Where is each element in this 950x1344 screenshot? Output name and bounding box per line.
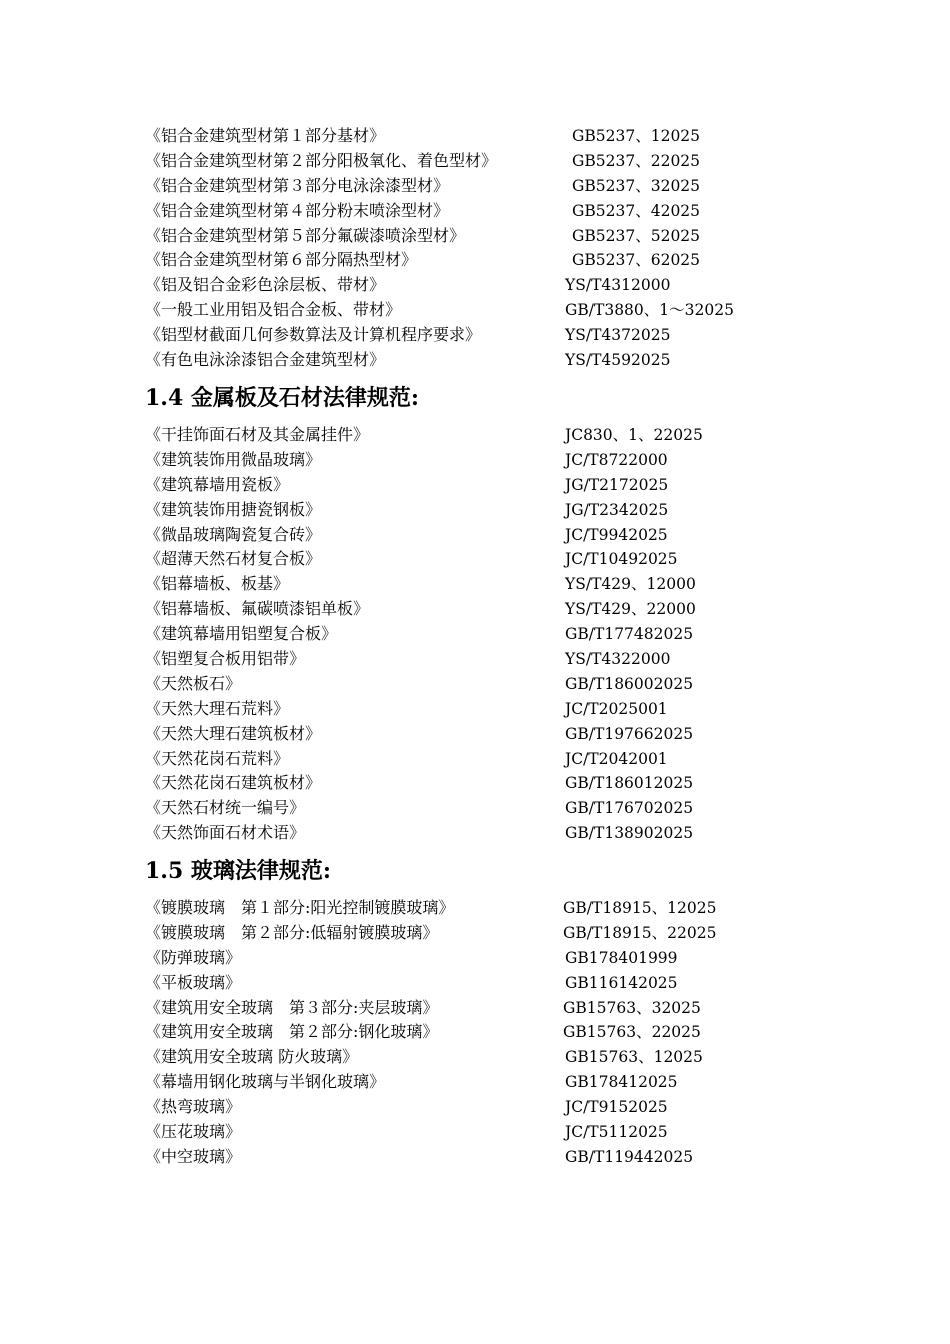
list-item xyxy=(145,1020,845,1045)
list-item xyxy=(145,971,845,996)
list-item xyxy=(145,298,845,323)
list-item xyxy=(145,423,845,448)
standard-title: 《天然板石》 xyxy=(145,673,242,693)
list-item xyxy=(145,473,845,498)
standard-code: YS/T4322000 xyxy=(565,650,671,669)
standard-title: 《干挂饰面石材及其金属挂件》 xyxy=(145,425,370,444)
list-item xyxy=(145,1045,845,1070)
standard-title: 《超薄天然石材复合板》 xyxy=(145,549,322,569)
list-item xyxy=(145,622,845,647)
list-item xyxy=(145,1145,845,1170)
list-item xyxy=(145,921,845,946)
standard-title: 《建筑用安全玻璃 防火玻璃》 xyxy=(145,1047,359,1067)
list-item xyxy=(145,523,845,548)
list-item xyxy=(145,273,845,298)
list-item xyxy=(145,1070,845,1095)
standard-code: GB116142025 xyxy=(565,973,678,992)
standard-title: 《天然石材统一编号》 xyxy=(145,798,306,818)
list-item xyxy=(145,771,845,796)
standard-title: 《铝合金建筑型材第１部分基材》 xyxy=(145,126,386,145)
standard-code: GB/T18915、22025 xyxy=(563,923,717,942)
standard-code: GB/T18915、12025 xyxy=(563,899,717,917)
standards-list-glass xyxy=(145,896,845,1170)
list-item xyxy=(145,821,845,846)
standard-code: GB15763、32025 xyxy=(563,998,701,1017)
standard-code: GB/T186012025 xyxy=(565,774,694,793)
standard-title: 《天然花岗石建筑板材》 xyxy=(145,773,322,793)
standard-title: 《建筑用安全玻璃 第２部分:钢化玻璃》 xyxy=(145,1022,439,1042)
standard-title: 《铝幕墙板、板基》 xyxy=(145,574,290,594)
standard-code: JC/T2042001 xyxy=(565,749,668,768)
list-item xyxy=(145,323,845,348)
standard-code: JG/T2172025 xyxy=(565,475,669,494)
standard-code: JC/T9942025 xyxy=(565,525,668,544)
standard-title: 《建筑幕墙用铝塑复合板》 xyxy=(145,624,338,644)
standard-title: 《微晶玻璃陶瓷复合砖》 xyxy=(145,524,322,544)
standard-code: JG/T2342025 xyxy=(565,500,669,519)
standard-code: YS/T429、22000 xyxy=(565,600,696,619)
list-item xyxy=(145,796,845,821)
standard-code: GB15763、12025 xyxy=(565,1048,703,1067)
list-item xyxy=(145,1120,845,1145)
standard-title: 《建筑装饰用微晶玻璃》 xyxy=(145,449,322,469)
standard-code: GB5237、32025 xyxy=(572,176,701,195)
standard-title: 《压花玻璃》 xyxy=(145,1122,242,1142)
standard-title: 《铝及铝合金彩色涂层板、带材》 xyxy=(145,275,386,295)
standard-code: GB178412025 xyxy=(565,1073,678,1092)
list-item xyxy=(145,448,845,473)
standard-title: 《铝合金建筑型材第３部分电泳涂漆型材》 xyxy=(145,175,450,195)
standard-code: GB5237、22025 xyxy=(572,151,701,170)
standard-title: 《天然大理石建筑板材》 xyxy=(145,723,322,743)
standard-code: JC/T8722000 xyxy=(565,450,668,469)
standard-code: JC830、1、22025 xyxy=(565,426,703,444)
list-item xyxy=(145,747,845,772)
standard-code: JC/T9152025 xyxy=(565,1098,668,1117)
standard-title: 《建筑幕墙用瓷板》 xyxy=(145,474,290,494)
list-item xyxy=(145,946,845,971)
standard-code: GB/T197662025 xyxy=(565,724,694,743)
standard-title: 《铝型材截面几何参数算法及计算机程序要求》 xyxy=(145,325,482,345)
standard-title: 《镀膜玻璃 第２部分:低辐射镀膜玻璃》 xyxy=(145,922,439,942)
standard-code: GB5237、12025 xyxy=(572,127,701,145)
list-item xyxy=(145,597,845,622)
list-item xyxy=(145,896,845,921)
standard-code: GB/T3880、1～32025 xyxy=(565,301,734,320)
standards-list-metal-stone xyxy=(145,423,845,846)
standard-code: GB5237、42025 xyxy=(572,201,701,220)
standards-list-aluminum xyxy=(145,124,845,373)
standard-code: GB5237、52025 xyxy=(572,226,701,245)
list-item xyxy=(145,174,845,199)
list-item xyxy=(145,199,845,224)
standard-title: 《有色电泳涂漆铝合金建筑型材》 xyxy=(145,350,386,370)
list-item xyxy=(145,1095,845,1120)
standard-title: 《铝塑复合板用铝带》 xyxy=(145,649,306,669)
standard-code: GB/T138902025 xyxy=(565,824,694,843)
list-item xyxy=(145,224,845,249)
standard-code: YS/T429、12000 xyxy=(565,575,696,594)
standard-code: YS/T4372025 xyxy=(565,326,671,345)
standard-title: 《镀膜玻璃 第１部分:阳光控制镀膜玻璃》 xyxy=(145,898,455,917)
list-item xyxy=(145,647,845,672)
standard-title: 《防弹玻璃》 xyxy=(145,947,242,967)
list-item xyxy=(145,248,845,273)
list-item xyxy=(145,547,845,572)
standard-title: 《铝合金建筑型材第４部分粉末喷涂型材》 xyxy=(145,200,450,220)
list-item xyxy=(145,572,845,597)
list-item xyxy=(145,672,845,697)
standard-title: 《建筑用安全玻璃 第３部分:夹层玻璃》 xyxy=(145,997,439,1017)
standard-code: GB5237、62025 xyxy=(572,251,701,270)
standard-code: JC/T5112025 xyxy=(565,1123,668,1142)
list-item xyxy=(145,996,845,1021)
standard-title: 《铝合金建筑型材第５部分氟碳漆喷涂型材》 xyxy=(145,225,466,245)
standard-title: 《铝合金建筑型材第６部分隔热型材》 xyxy=(145,250,418,270)
list-item xyxy=(145,124,845,149)
standard-title: 《中空玻璃》 xyxy=(145,1146,242,1166)
list-item xyxy=(145,722,845,747)
standard-title: 《天然花岗石荒料》 xyxy=(145,748,290,768)
standard-code: YS/T4312000 xyxy=(565,276,671,295)
standard-code: GB/T177482025 xyxy=(565,625,694,644)
standard-code: YS/T4592025 xyxy=(565,351,671,370)
standard-code: GB/T119442025 xyxy=(565,1147,694,1166)
standard-title: 《铝合金建筑型材第２部分阳极氧化、着色型材》 xyxy=(145,150,498,170)
standard-code: GB/T176702025 xyxy=(565,799,694,818)
standard-title: 《建筑装饰用搪瓷钢板》 xyxy=(145,499,322,519)
list-item xyxy=(145,498,845,523)
standard-title: 《天然大理石荒料》 xyxy=(145,698,290,718)
standard-title: 《一般工业用铝及铝合金板、带材》 xyxy=(145,300,402,320)
section-heading-metal-stone: 1.4 金属板及石材法律规范: xyxy=(145,385,420,411)
standard-code: JC/T2025001 xyxy=(565,699,668,718)
standard-title: 《热弯玻璃》 xyxy=(145,1097,242,1117)
standard-title: 《平板玻璃》 xyxy=(145,972,242,992)
standard-code: GB/T186002025 xyxy=(565,674,694,693)
list-item xyxy=(145,697,845,722)
list-item xyxy=(145,149,845,174)
list-item xyxy=(145,348,845,373)
standard-title: 《天然饰面石材术语》 xyxy=(145,823,306,843)
standard-code: GB178401999 xyxy=(565,948,678,967)
standard-title: 《幕墙用钢化玻璃与半钢化玻璃》 xyxy=(145,1072,386,1092)
standard-code: JC/T10492025 xyxy=(565,550,678,569)
standard-code: GB15763、22025 xyxy=(563,1023,701,1042)
standard-title: 《铝幕墙板、氟碳喷漆铝单板》 xyxy=(145,599,370,619)
section-heading-glass: 1.5 玻璃法律规范: xyxy=(145,858,332,884)
